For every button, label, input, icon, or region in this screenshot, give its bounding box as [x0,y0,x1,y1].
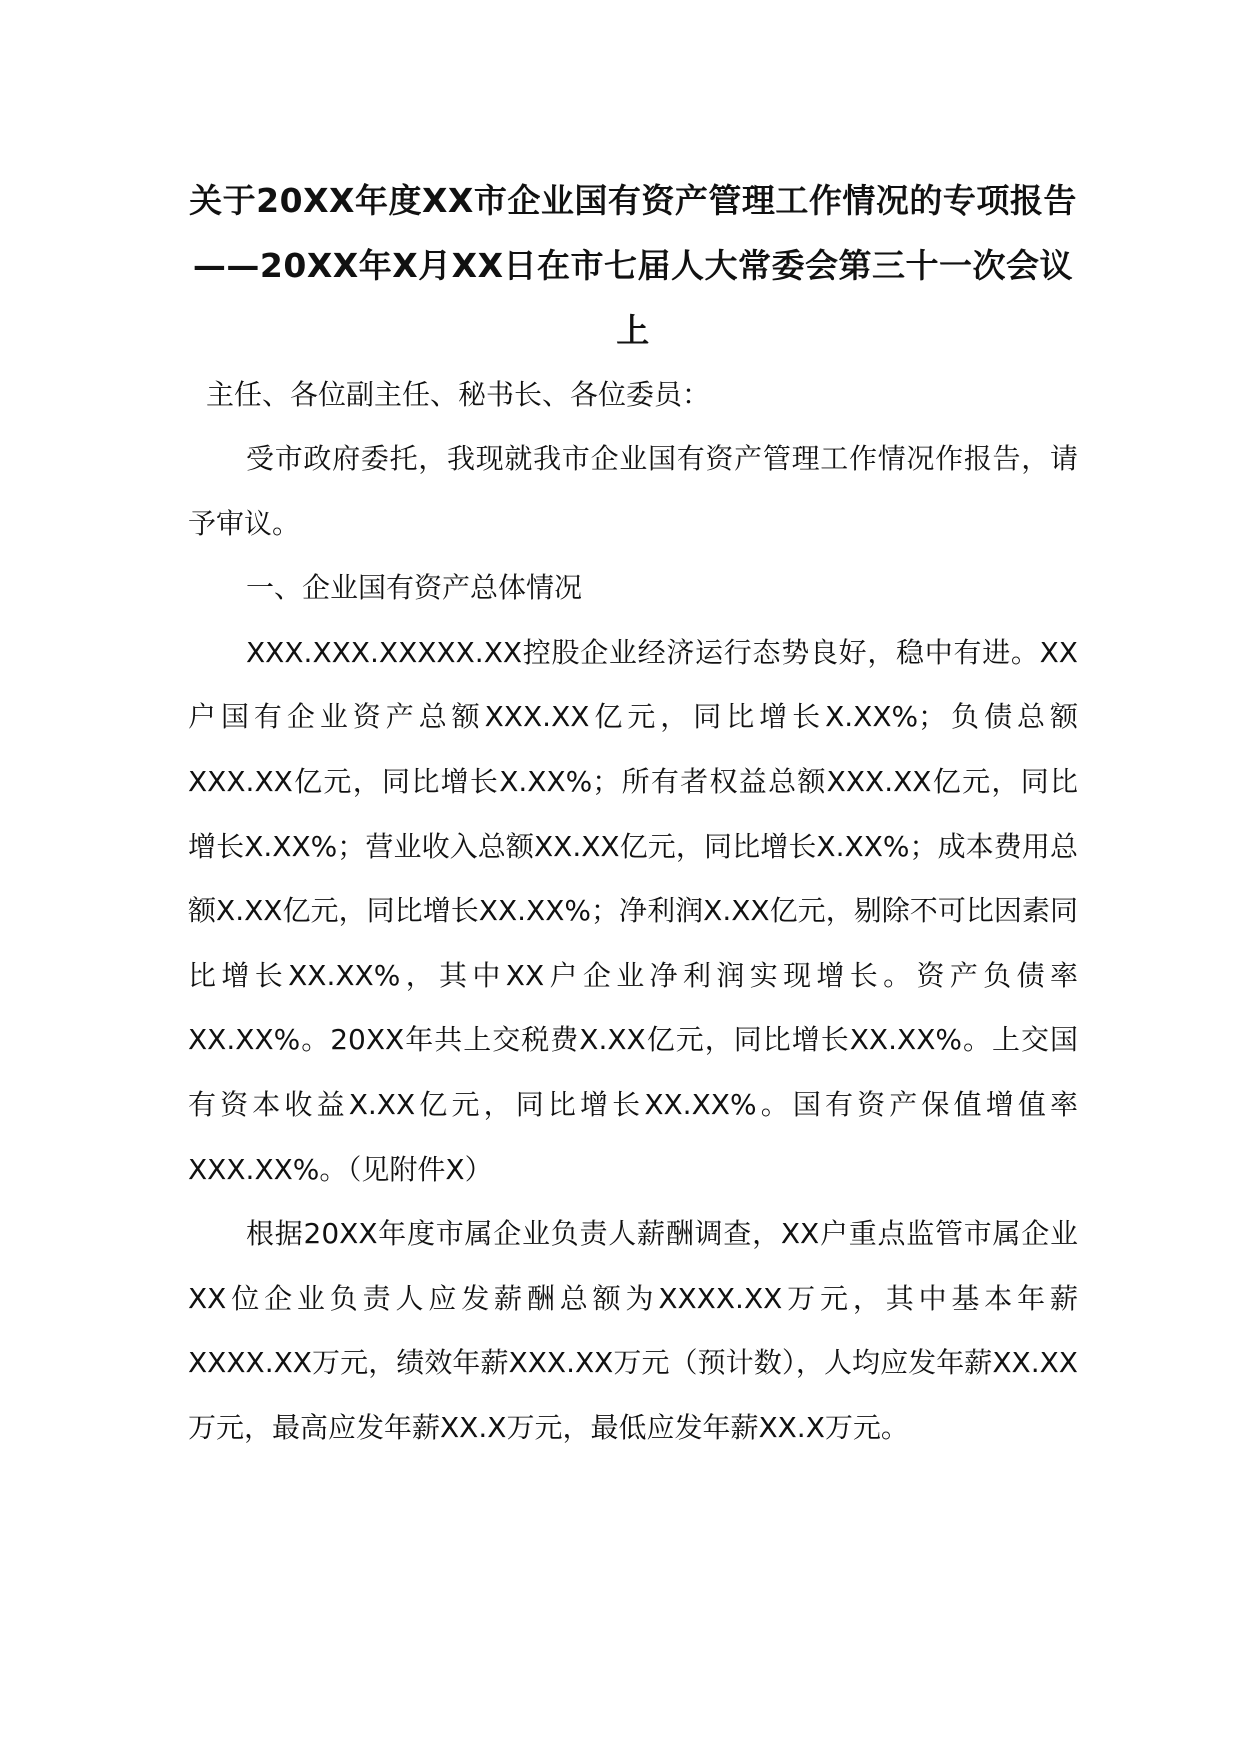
document-page [188,168,1078,1461]
document-subtitle: ——20XX年X月XX日在市七届人大常委会第三十一次会议上 [192,246,1074,350]
salutation: 主任、各位副主任、秘书长、各位委员： [206,378,711,411]
document-title: 关于20XX年度XX市企业国有资产管理工作情况的专项报告 [189,181,1077,220]
paragraph-assets: XXX.XXX.XXXXX.XX控股企业经济运行态势良好，稳中有进。XX户国有企业资产总额XXX.XX亿元，同比增长X.XX%；负债总额XXX.XX亿元，同比增长X.XX%；所有者权益总额XXX.XX亿元，同比增长X.XX%；营业收入总额XX.XX亿元，同比增长X.XX%；成本费用总额X.XX亿元，同比增长XX.XX%；净利润X.XX亿元，剔除不可比因素同比增长XX.XX%，其中XX户企业净利润实现增长。资产负债率XX.XX%。20XX年共上交税费X.XX亿元，同比增长XX.XX%。上交国有资本收益X.XX亿元，同比增长XX.XX%。国有资产保值增值率XXX.XX%。（见附件X） [188,635,1078,1186]
paragraph-intro: 受市政府委托，我现就我市企业国有资产管理工作情况作报告，请予审议。 [188,442,1078,540]
section-heading: 一、企业国有资产总体情况 [246,571,583,605]
paragraph-salary: 根据20XX年度市属企业负责人薪酬调查，XX户重点监管市属企业XX位企业负责人应发薪酬总额为XXXX.XX万元，其中基本年薪XXXX.XX万元，绩效年薪XXX.XX万元（预计数），人均应发年薪XX.XX万元，最高应发年薪XX.X万元，最低应发年薪XX.X万元。 [188,1217,1078,1444]
